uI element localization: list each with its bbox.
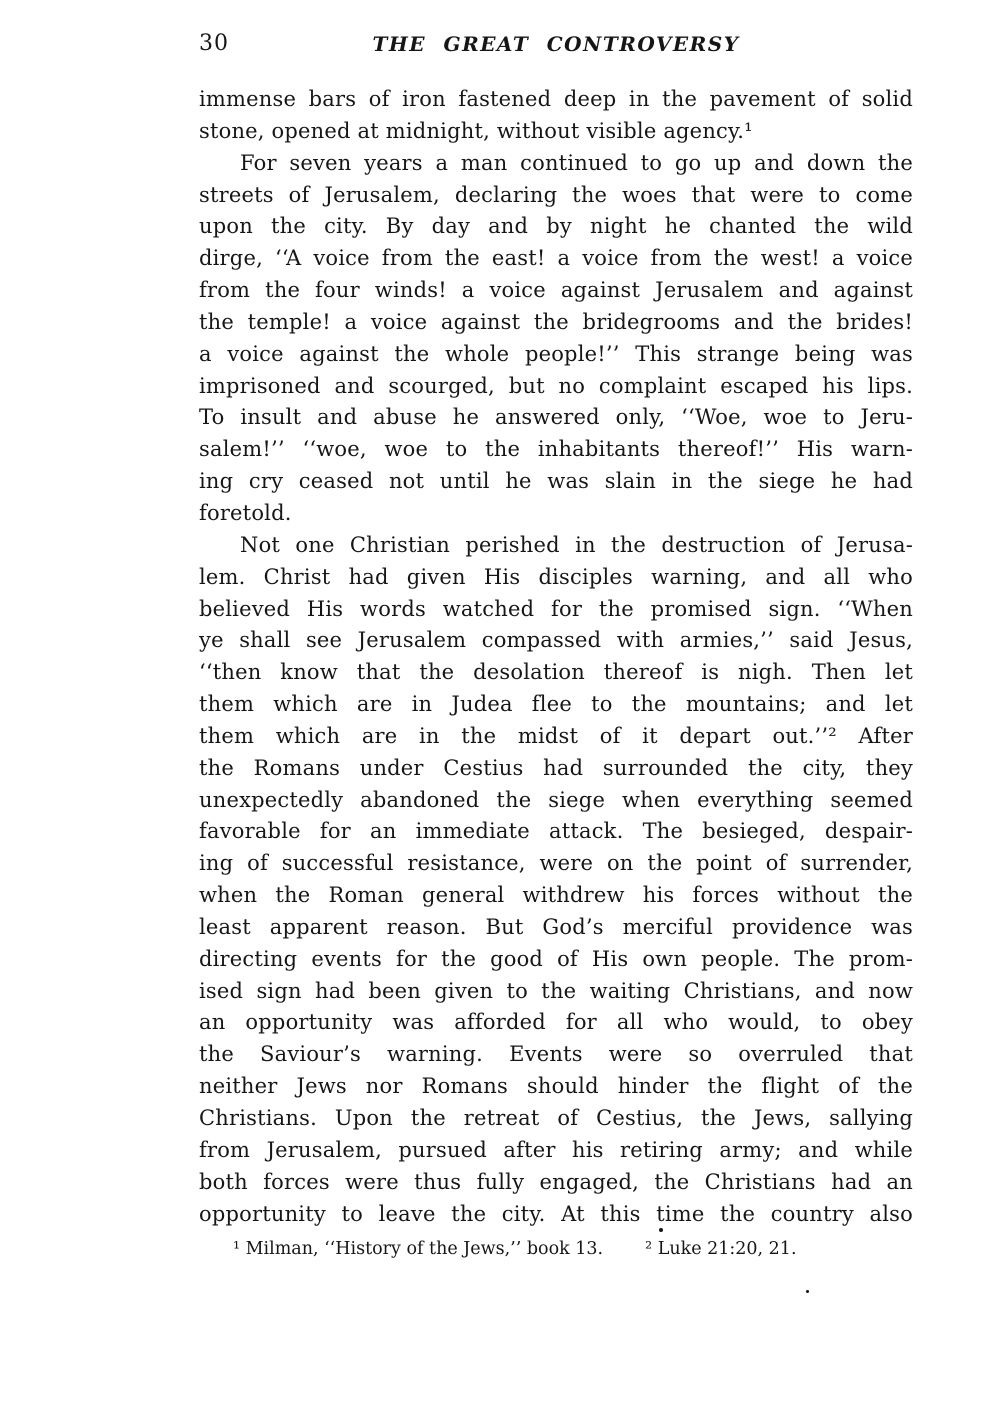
text-line: unexpectedly abandoned the siege when everything seemed (199, 787, 913, 812)
text-line: salem!’’ ‘‘woe, woe to the inhabitants thereof!’’ His warn- (199, 437, 913, 462)
text-line: believed His words watched for the promised sign. ‘‘When (199, 596, 913, 621)
text-line: ye shall see Jerusalem compassed with armies,’’ said Jesus, (199, 628, 913, 653)
text-line: stone, opened at midnight, without visible agency.¹ (199, 118, 753, 143)
text-line: dirge, ‘‘A voice from the east! a voice from the west! a voice (199, 246, 913, 271)
text-line: them which are in Judea flee to the mountains; and let (199, 692, 913, 717)
scan-speck (659, 1228, 663, 1232)
text-line: ing cry ceased not until he was slain in the siege he had (199, 469, 913, 494)
text-line: the Saviour’s warning. Events were so overruled that (199, 1042, 913, 1067)
text-line: opportunity to leave the city. At this time the country also (199, 1201, 913, 1226)
text-line: lem. Christ had given His disciples warning, and all who (199, 564, 913, 589)
text-line: ‘‘then know that the desolation thereof is nigh. Then let (199, 660, 913, 685)
text-line: ised sign had been given to the waiting Christians, and now (199, 978, 913, 1003)
text-line: when the Roman general withdrew his forces without the (199, 883, 913, 908)
text-line: least apparent reason. But God’s merciful providence was (199, 914, 913, 939)
text-line: favorable for an immediate attack. The besieged, despair- (199, 819, 913, 844)
text-line: Christians. Upon the retreat of Cestius, the Jews, sallying (199, 1106, 913, 1130)
footnotes (199, 1237, 913, 1261)
scan-speck (806, 1290, 809, 1293)
text-line: ing of successful resistance, were on the point of surrender, (199, 851, 913, 876)
text-line: an opportunity was afforded for all who would, to obey (199, 1010, 913, 1035)
text-line: Not one Christian perished in the destruction of Jerusa- (240, 532, 913, 557)
text-line: To insult and abuse he answered only, ‘‘Woe, woe to Jeru- (199, 405, 913, 430)
text-line: the Romans under Cestius had surrounded the city, they (199, 755, 913, 780)
text-line: the temple! a voice against the bridegrooms and the brides! (199, 309, 913, 334)
text-line: a voice against the whole people!’’ This strange being was (199, 341, 913, 366)
text-line: directing events for the good of His own people. The prom- (199, 946, 913, 971)
page-number: 30 (199, 31, 229, 56)
text-line: upon the city. By day and by night he chanted the wild (199, 214, 913, 239)
text-line: neither Jews nor Romans should hinder the flight of the (199, 1074, 913, 1099)
text-line: from Jerusalem, pursued after his retiring army; and while (199, 1137, 913, 1162)
running-title: THE GREAT CONTROVERSY (372, 32, 740, 56)
page-header (199, 31, 913, 59)
text-line: both forces were thus fully engaged, the Christians had an (199, 1169, 913, 1194)
footnote: ¹ Milman, ‘‘History of the Jews,’’ book 13. (233, 1239, 604, 1259)
footnote: ² Luke 21:20, 21. (645, 1239, 797, 1259)
text-line: from the four winds! a voice against Jerusalem and against (199, 278, 913, 303)
text-line: immense bars of iron fastened deep in the pavement of solid (199, 87, 913, 111)
body-text (199, 84, 913, 1230)
text-line: For seven years a man continued to go up and down the (240, 150, 913, 175)
text-line: foretold. (199, 500, 292, 525)
text-line: imprisoned and scourged, but no complaint escaped his lips. (199, 373, 913, 398)
text-line: them which are in the midst of it depart out.’’² After (199, 723, 913, 748)
text-line: streets of Jerusalem, declaring the woes that were to come (199, 182, 913, 207)
